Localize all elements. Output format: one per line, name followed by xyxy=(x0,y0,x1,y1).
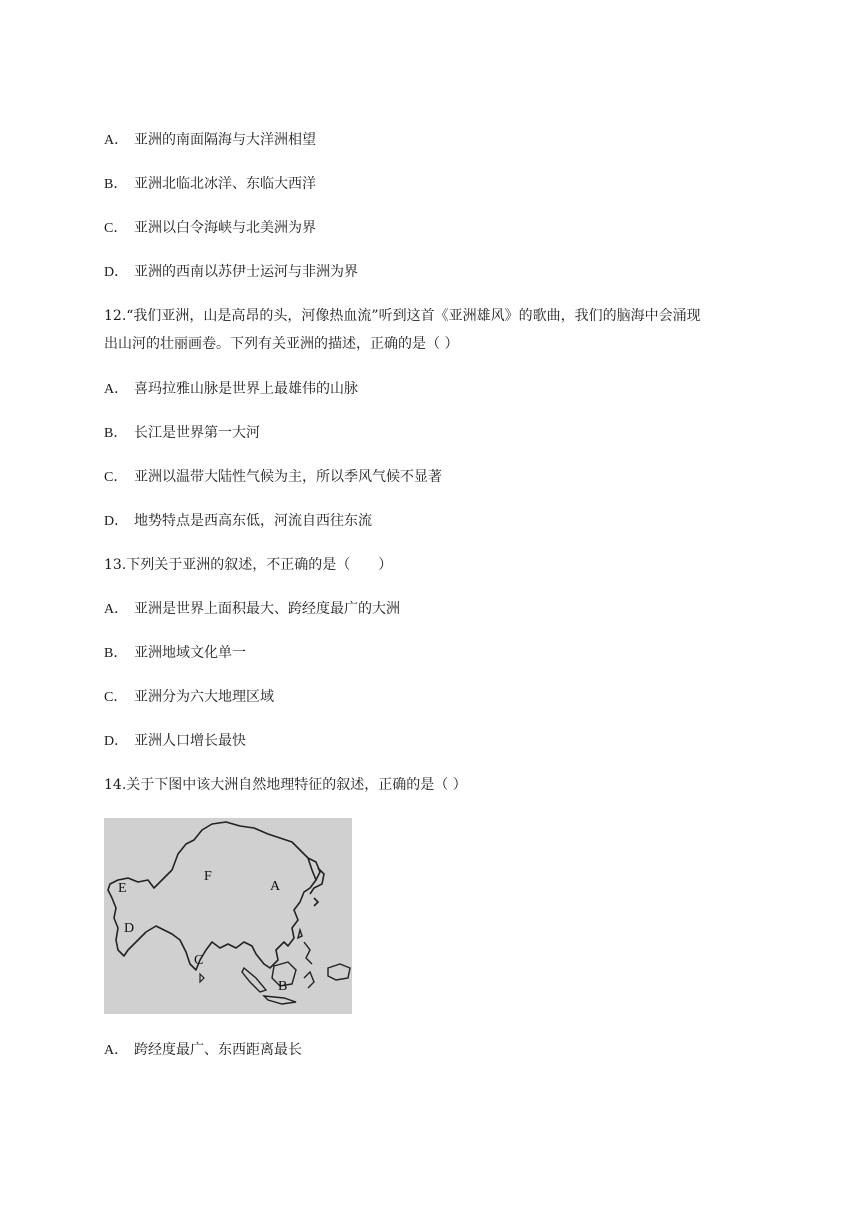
q11-option-c xyxy=(104,218,316,239)
option-letter: C． xyxy=(104,690,128,705)
map-label-f: F xyxy=(204,869,212,884)
q11-option-d xyxy=(104,262,358,283)
asia-map-drawing xyxy=(104,818,352,1014)
island-outline xyxy=(242,968,266,992)
option-letter: A． xyxy=(104,1043,129,1058)
q13-option-c xyxy=(104,687,274,708)
option-letter: D． xyxy=(104,734,129,749)
option-letter: A． xyxy=(104,133,129,148)
option-text: 喜玛拉雅山脉是世界上最雄伟的山脉 xyxy=(134,381,358,397)
island-outline xyxy=(304,972,314,988)
q12-option-c xyxy=(104,467,442,488)
map-label-c: C xyxy=(194,953,204,968)
q13-stem: 13.下列关于亚洲的叙述，不正确的是（ ） xyxy=(104,557,393,573)
option-letter: D． xyxy=(104,265,129,280)
option-letter: C． xyxy=(104,470,128,485)
map-label-a: A xyxy=(270,879,281,894)
q12-stem-line2: 出山河的壮丽画卷。下列有关亚洲的描述，正确的是（ ） xyxy=(104,336,459,352)
island-outline xyxy=(304,942,312,964)
map-label-b: B xyxy=(278,979,288,994)
option-text: 亚洲的西南以苏伊士运河与非洲为界 xyxy=(134,264,358,280)
q12-option-a xyxy=(104,379,358,400)
option-letter: C． xyxy=(104,221,128,236)
q14-stem: 14.关于下图中该大洲自然地理特征的叙述，正确的是（ ） xyxy=(104,777,467,793)
option-text: 亚洲分为六大地理区域 xyxy=(134,689,274,705)
q12-option-b xyxy=(104,423,260,444)
q13-option-a xyxy=(104,599,400,620)
option-text: 亚洲人口增长最快 xyxy=(134,733,246,749)
option-text: 亚洲以温带大陆性气候为主，所以季风气候不显著 xyxy=(134,469,442,485)
option-letter: B． xyxy=(104,177,128,192)
option-text: 亚洲是世界上面积最大、跨经度最广的大洲 xyxy=(134,601,400,617)
asia-outline-map xyxy=(104,818,352,1014)
option-text: 亚洲以白令海峡与北美洲为界 xyxy=(134,220,316,236)
option-text: 跨经度最广、东西距离最长 xyxy=(134,1042,302,1058)
option-letter: A． xyxy=(104,382,129,397)
island-outline xyxy=(328,964,350,980)
island-outline xyxy=(264,996,296,1004)
option-letter: B． xyxy=(104,426,128,441)
q12-stem-line1: 12.“我们亚洲，山是高昂的头，河像热血流”听到这首《亚洲雄风》的歌曲，我们的脑海中会涌现 xyxy=(104,308,701,324)
option-letter: B． xyxy=(104,646,128,661)
q14-option-a xyxy=(104,1040,302,1061)
q12-option-d xyxy=(104,511,372,532)
option-letter: D． xyxy=(104,514,129,529)
q13-option-b xyxy=(104,643,246,664)
island-outline xyxy=(200,974,204,982)
q11-option-b xyxy=(104,174,316,195)
island-outline xyxy=(314,898,318,906)
continent-outline xyxy=(108,822,316,970)
option-text: 亚洲北临北冰洋、东临大西洋 xyxy=(134,176,316,192)
option-letter: A． xyxy=(104,602,129,617)
option-text: 亚洲地域文化单一 xyxy=(134,645,246,661)
q13-option-d xyxy=(104,731,246,752)
option-text: 地势特点是西高东低，河流自西往东流 xyxy=(134,513,372,529)
map-label-e: E xyxy=(118,881,127,896)
option-text: 亚洲的南面隔海与大洋洲相望 xyxy=(134,132,316,148)
q11-option-a xyxy=(104,130,316,151)
option-text: 长江是世界第一大河 xyxy=(134,425,260,441)
island-outline xyxy=(298,930,302,938)
map-label-d: D xyxy=(124,921,135,936)
